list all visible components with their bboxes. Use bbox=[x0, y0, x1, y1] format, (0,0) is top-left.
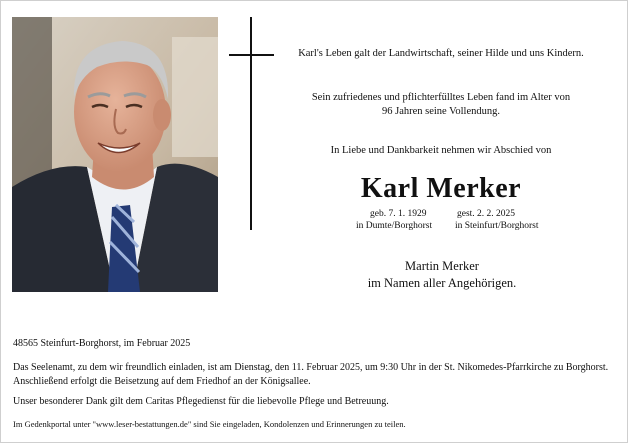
farewell-line: In Liebe und Dankbarkeit nehmen wir Abschied von bbox=[330, 145, 552, 156]
memorial-portal-note: Im Gedenkportal unter "www.leser-bestattungen.de" sind Sie eingeladen, Kondolenzen und Erinnerungen zu teilen. bbox=[13, 419, 406, 429]
service-info: Das Seelenamt, zu dem wir freundlich einladen, ist am Dienstag, den 11. Februar 2025, um 9:30 Uhr in der St. Nikomedes-Pfarrkirche zu Borghorst. Anschließend erfolgt die Beisetzung auf dem Friedhof an der Königsallee. bbox=[13, 362, 609, 387]
death-info bbox=[457, 208, 567, 232]
death-date: gest. 2. 2. 2025 bbox=[457, 209, 516, 219]
place-date: 48565 Steinfurt-Borghorst, im Februar 2025 bbox=[13, 338, 191, 349]
thanks-note: Unser besonderer Dank gilt dem Caritas Pflegedienst für die liebevolle Pflege und Betreuung. bbox=[13, 396, 389, 407]
birth-date: geb. 7. 1. 1929 bbox=[370, 209, 427, 219]
portrait-photo bbox=[12, 17, 218, 292]
cross-horizontal-bar bbox=[229, 54, 274, 56]
signature-block bbox=[301, 258, 583, 292]
birth-place: in Dumte/Borghorst bbox=[356, 221, 433, 231]
signer-name: Martin Merker bbox=[405, 259, 479, 273]
life-line-part2: 96 Jahren seine Vollendung. bbox=[381, 106, 500, 117]
life-line bbox=[291, 91, 591, 119]
dedication-line: Karl's Leben galt der Landwirtschaft, seiner Hilde und uns Kindern. bbox=[298, 48, 584, 59]
life-line-part1: Sein zufriedenes und pflichterfülltes Leben fand im Alter von bbox=[311, 92, 571, 103]
signer-note: im Namen aller Angehörigen. bbox=[367, 276, 517, 290]
death-place: in Steinfurt/Borghorst bbox=[455, 221, 539, 231]
deceased-name: Karl Merker bbox=[360, 173, 522, 204]
cross-vertical-bar bbox=[250, 17, 252, 230]
birth-info bbox=[356, 208, 456, 232]
portrait-illustration bbox=[12, 17, 218, 292]
